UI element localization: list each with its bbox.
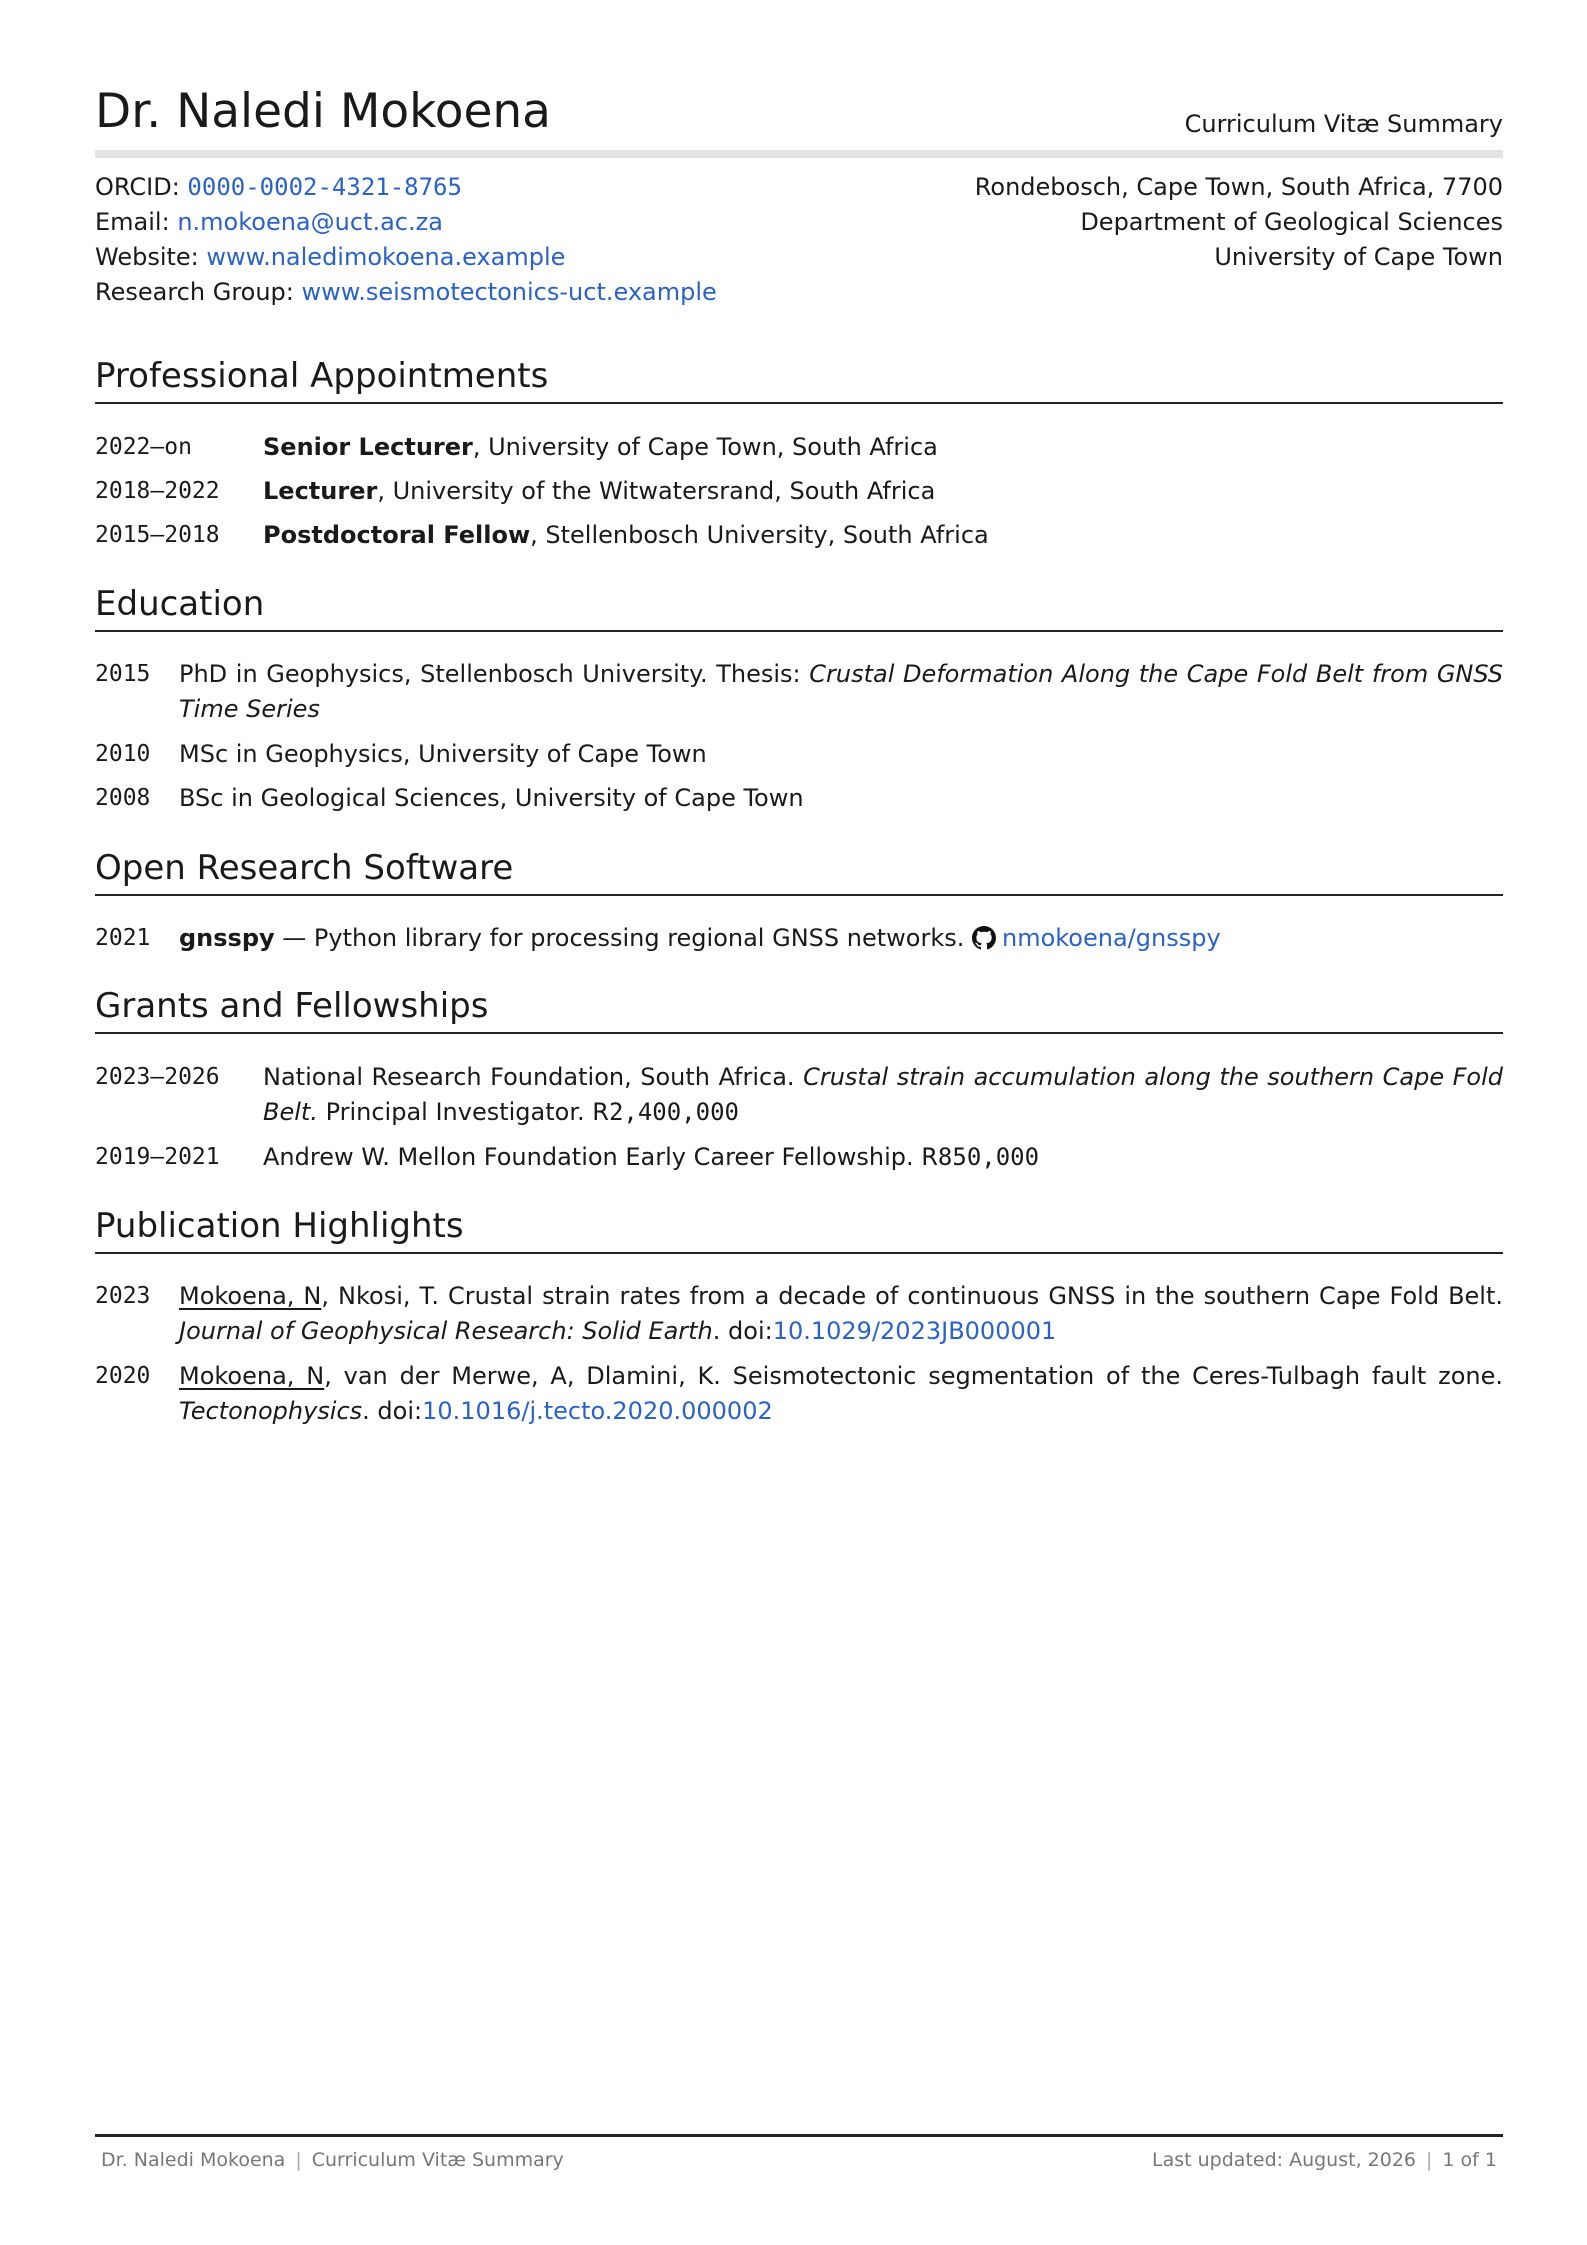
degree-text: MSc in Geophysics, University of Cape Town: [179, 740, 707, 768]
email-line: Email: n.mokoena@uct.ac.za: [95, 208, 443, 236]
department-line: Department of Geological Sciences: [1080, 208, 1503, 236]
section-title: Open Research Software: [95, 848, 514, 888]
group-link[interactable]: www.seismotectonics-uct.example: [301, 278, 717, 306]
website-line: Website: www.naledimokoena.example: [95, 243, 566, 271]
orcid-line: ORCID: 0000-0002-4321-8765: [95, 173, 462, 201]
grant-funder: Andrew W. Mellon Foundation Early Career Fellowship. R: [263, 1143, 938, 1171]
doi-link[interactable]: 10.1029/2023JB000001: [772, 1317, 1057, 1345]
education-year: 2008: [95, 785, 151, 811]
software-name: gnsspy: [179, 924, 275, 952]
footer-rule: [95, 2134, 1503, 2137]
grant-years: 2019–2021: [95, 1144, 220, 1170]
journal-name: Journal of Geophysical Research: Solid Earth: [179, 1317, 713, 1345]
header-divider: [95, 150, 1503, 158]
software-year: 2021: [95, 925, 151, 951]
repo-link[interactable]: nmokoena/gnsspy: [1001, 924, 1221, 952]
section-software: [95, 846, 1503, 896]
degree-text: BSc in Geological Sciences, University of Cape Town: [179, 784, 804, 812]
cv-name: Dr. Naledi Mokoena: [95, 84, 551, 139]
publication-year: 2020: [95, 1363, 151, 1389]
section-title: Grants and Fellowships: [95, 986, 489, 1026]
github-icon: [972, 925, 996, 949]
publication-citation: , Nkosi, T. Crustal strain rates from a decade of continuous GNSS in the southern Cape Fold Belt.: [321, 1282, 1503, 1310]
appointment-role: Lecturer: [263, 477, 378, 505]
education-year: 2015: [95, 661, 151, 687]
section-rule: [95, 402, 1503, 404]
grant-project: Crustal strain accumulation along the southern Cape Fold Belt.: [263, 1063, 1503, 1126]
footer-label: Curriculum Vitæ Summary: [311, 2149, 564, 2171]
appointment-place: , University of the Witwatersrand, South Africa: [377, 477, 936, 505]
software-description: — Python library for processing regional GNSS networks.: [274, 924, 972, 952]
section-rule: [95, 1032, 1503, 1034]
appointment-years: 2018–2022: [95, 478, 220, 504]
contact-links: [95, 170, 717, 310]
grant-funder: National Research Foundation, South Africa.: [263, 1063, 804, 1091]
thesis-title: Crustal Deformation Along the Cape Fold Belt from GNSS Time Series: [179, 660, 1503, 723]
section-title: Publication Highlights: [95, 1206, 464, 1246]
email-link[interactable]: n.mokoena@uct.ac.za: [177, 208, 443, 236]
section-title: Education: [95, 584, 265, 624]
footer-name: Dr. Naledi Mokoena: [101, 2149, 286, 2171]
degree-text: PhD in Geophysics, Stellenbosch University. Thesis:: [179, 660, 810, 688]
section-title: Professional Appointments: [95, 356, 549, 396]
orcid-link[interactable]: 0000-0002-4321-8765: [187, 173, 462, 201]
address-line: Rondebosch, Cape Town, South Africa, 7700: [974, 173, 1503, 201]
appointment-role: Postdoctoral Fellow: [263, 521, 531, 549]
website-link[interactable]: www.naledimokoena.example: [206, 243, 566, 271]
self-author: Mokoena, N: [179, 1282, 322, 1310]
grant-years: 2023–2026: [95, 1064, 220, 1090]
section-rule: [95, 1252, 1503, 1254]
appointment-role: Senior Lecturer: [263, 433, 473, 461]
grant-amount: 850,000: [937, 1143, 1040, 1171]
grant-role: Principal Investigator. R: [317, 1098, 609, 1126]
section-grants: [95, 984, 1503, 1034]
education-year: 2010: [95, 741, 151, 767]
contact-address: [975, 170, 1503, 275]
publication-citation: , van der Merwe, A, Dlamini, K. Seismotectonic segmentation of the Ceres-Tulbagh fault zone.: [324, 1362, 1503, 1390]
appointment-years: 2022–on: [95, 434, 192, 460]
appointment-place: , University of Cape Town, South Africa: [472, 433, 938, 461]
group-line: Research Group: www.seismotectonics-uct.example: [95, 278, 717, 306]
appointment-place: , Stellenbosch University, South Africa: [530, 521, 989, 549]
last-updated: Last updated: August, 2026: [1152, 2149, 1417, 2171]
appointment-years: 2015–2018: [95, 522, 220, 548]
journal-name: Tectonophysics: [179, 1397, 363, 1425]
publication-year: 2023: [95, 1283, 151, 1309]
university-line: University of Cape Town: [1214, 243, 1503, 271]
self-author: Mokoena, N: [179, 1362, 325, 1390]
document-label: Curriculum Vitæ Summary: [1184, 110, 1503, 138]
doi-link[interactable]: 10.1016/j.tecto.2020.000002: [422, 1397, 773, 1425]
section-appointments: [95, 354, 1503, 404]
section-rule: [95, 894, 1503, 896]
section-publications: [95, 1204, 1503, 1254]
section-rule: [95, 630, 1503, 632]
section-education: [95, 582, 1503, 632]
page-number: 1 of 1: [1442, 2149, 1497, 2171]
cv-page: Dr. Naledi Mokoena Curriculum Vitæ Summary ORCID: 0000-0002-4321-8765 Email: n.mokoena@uct.ac.za Website: www.naledimokoena.example Research Group: www.seismotectonics-uct.example Rondebosch, Cape Town, South Africa, 7700 Department of Geological Sciences University of Cape Town Professional Appointments 2022–on Senior Lecturer, University of Cape Town, South Africa 2018–2022 Lecturer, University of the Witwatersrand, South Africa 2015–2018 Postdoctoral Fellow, Stellenbosch University, South Africa Education 2015 PhD in Geophysics, Stellenbosch University. Thesis: Crustal Deformation Along the Cape Fold Belt from GNSS Time Series 2010 MSc in Geophysics, University of Cape Town 2008 BSc in Geological Sciences, University of Cape Town Open Research Software 2021 gnsspy — Python library for processing regional GNSS networks. nmokoena/gnsspy Grants and Fellowships 2023–2026 National Research Foundation, South Africa. Crustal strain accumulation along the southern Cape Fold Belt. Principal Investigator. R2,400,000 2019–2021 Andrew W. Mellon Foundation Early Career Fellowship. R850,000 Publication Highlights 2023 Mokoena, N, Nkosi, T. Crustal strain rates from a decade of continuous GNSS in the southern Cape Fold Belt. Journal of Geophysical Research: Solid Earth. doi:10.1029/2023JB000001 2020 Mokoena, N, van der Merwe, A, Dlamini, K. Seismotectonic segmentation of the Ceres-Tulbagh fault zone. Tectonophysics. doi:10.1016/j.tecto.2020.000002 Dr. Naledi Mokoena | Curriculum Vitæ Summary Last updated: August, 2026 | 1 of 1: [95, 84, 1503, 2171]
grant-amount: 2,400,000: [608, 1098, 739, 1126]
